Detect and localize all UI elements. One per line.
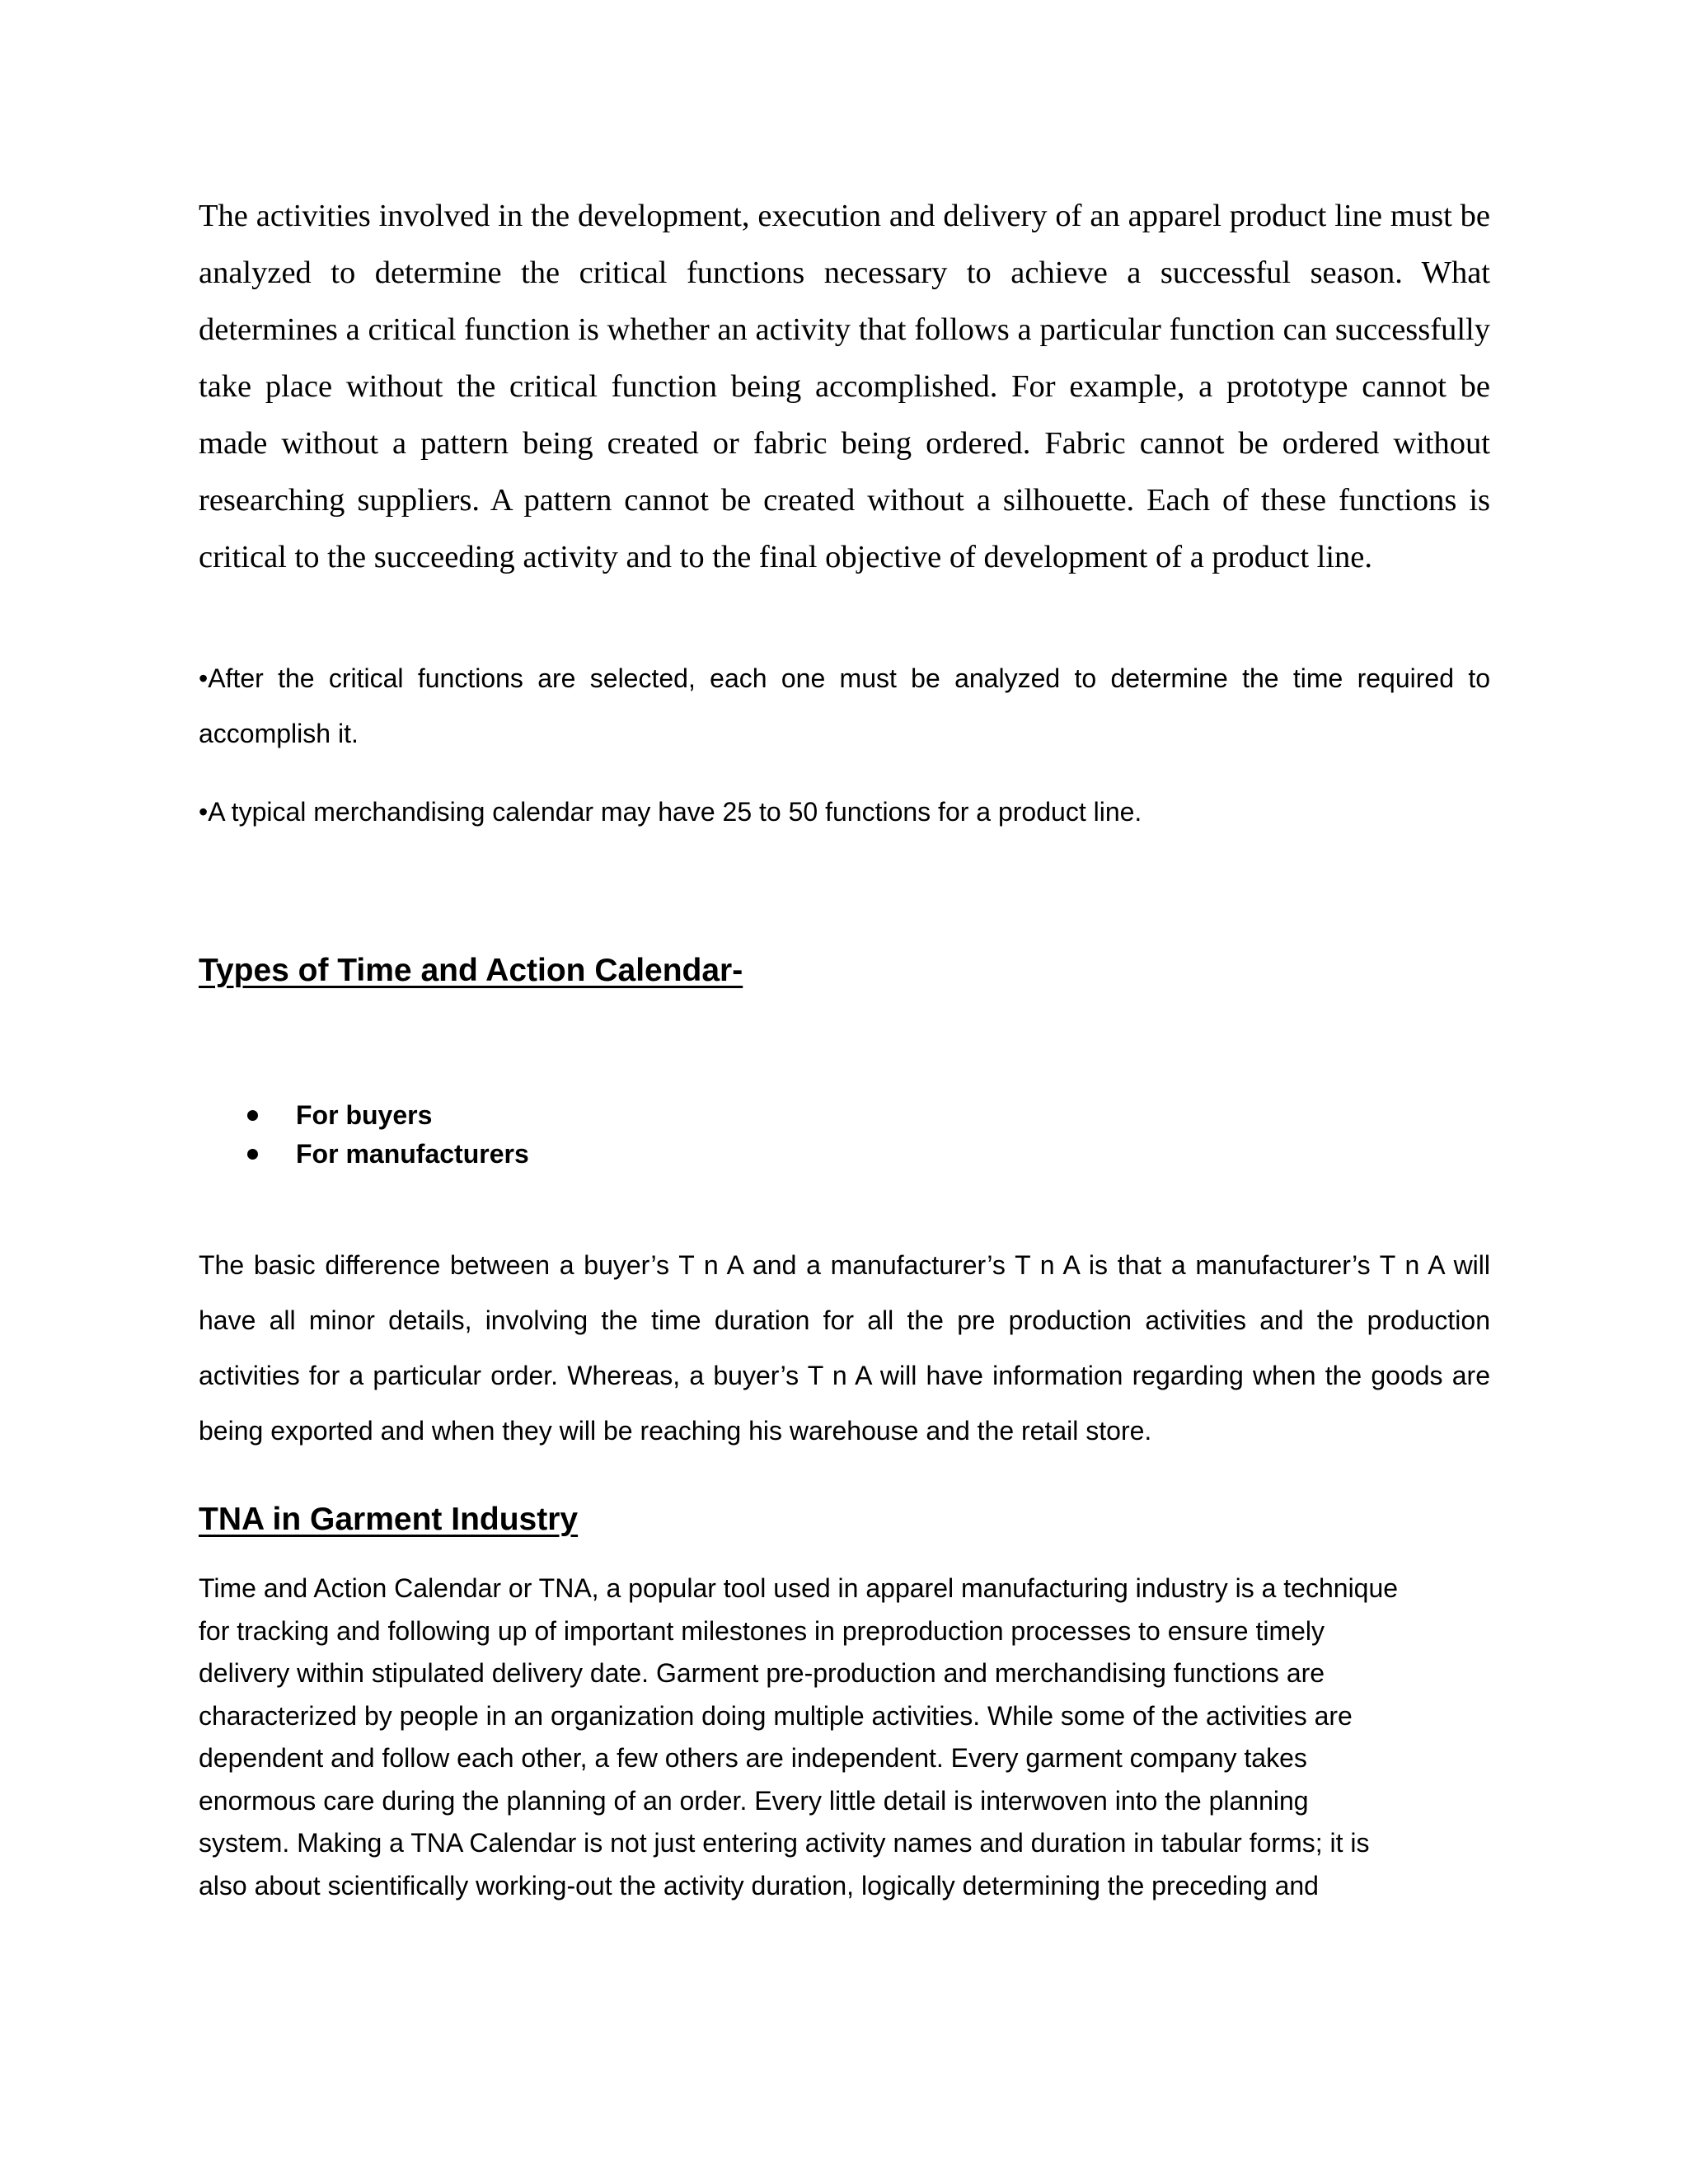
list-item-label: For buyers xyxy=(296,1100,433,1130)
tna-paragraph-line: dependent and follow each other, a few others are independent. Every garment company takes xyxy=(199,1743,1307,1773)
tna-paragraph-line: system. Making a TNA Calendar is not just entering activity names and duration in tabular forms; it is xyxy=(199,1828,1370,1858)
intro-paragraph: The activities involved in the development, execution and delivery of an apparel product line must be analyzed to determine the critical functions necessary to achieve a successful season. What determines a critical function is whether an activity that follows a particular function can successfully take place without the critical function being accomplished. For example, a prototype cannot be made without a pattern being created or fabric being ordered. Fabric cannot be ordered without researching suppliers. A pattern cannot be created without a silhouette. Each of these functions is critical to the succeeding activity and to the final objective of development of a product line. xyxy=(199,199,1490,574)
tna-paragraph-line: delivery within stipulated delivery date. Garment pre-production and merchandising functions are xyxy=(199,1658,1325,1688)
calendar-types-list xyxy=(199,1096,529,1174)
list-item-label: For manufacturers xyxy=(296,1139,529,1169)
bullet-dot-icon xyxy=(247,1149,258,1160)
bullet-paragraph-critical-functions: •After the critical functions are selected, each one must be analyzed to determine the time required to accomplish it. xyxy=(199,663,1490,748)
tna-paragraph-line: enormous care during the planning of an order. Every little detail is interwoven into the planning xyxy=(199,1785,1309,1816)
bullet-paragraph-calendar-functions: •A typical merchandising calendar may have 25 to 50 functions for a product line. xyxy=(199,797,1142,827)
list-item-manufacturers xyxy=(199,1135,529,1174)
tna-paragraph-line: for tracking and following up of important milestones in preproduction processes to ensure timely xyxy=(199,1615,1325,1646)
tna-paragraph-line: also about scientifically working-out the activity duration, logically determining the preceding and xyxy=(199,1870,1319,1900)
bullet-dot-icon xyxy=(247,1110,258,1121)
types-heading: Types of Time and Action Calendar- xyxy=(199,953,743,988)
tna-paragraph-line: characterized by people in an organization doing multiple activities. While some of the activities are xyxy=(199,1700,1353,1731)
tna-paragraph xyxy=(199,1568,1490,1907)
tna-heading: TNA in Garment Industry xyxy=(199,1502,579,1537)
difference-paragraph: The basic difference between a buyer’s T n A and a manufacturer’s T n A is that a manufacturer’s T n A will have all minor details, involving the time duration for all the pre production activities and the production activities for a particular order. Whereas, a buyer’s T n A will have information regarding when the goods are being exported and when they will be reaching his warehouse and the retail store. xyxy=(199,1250,1490,1446)
list-item-buyers xyxy=(199,1096,529,1135)
tna-paragraph-line: Time and Action Calendar or TNA, a popular tool used in apparel manufacturing industry is a technique xyxy=(199,1573,1399,1603)
